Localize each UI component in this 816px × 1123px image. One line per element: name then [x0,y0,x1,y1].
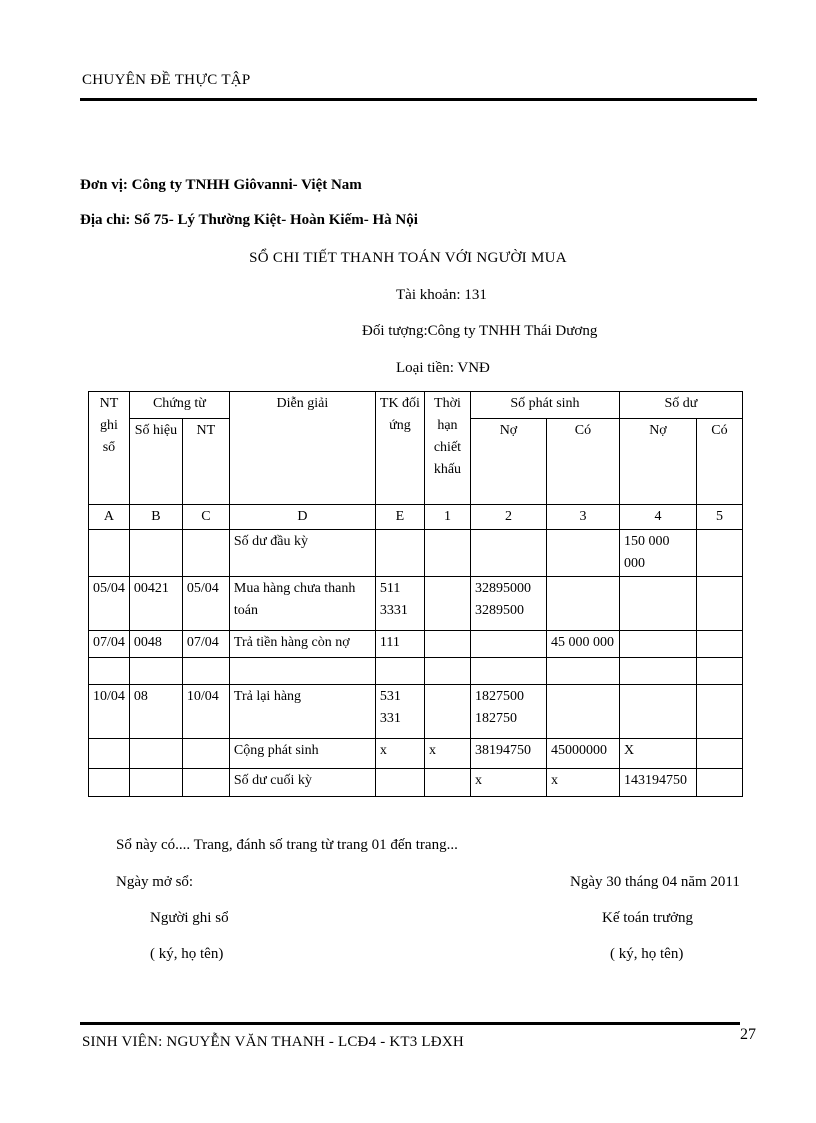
counterparty-label: Đối tượng:Công ty TNHH Thái Dương [362,323,598,339]
code-cell: 5 [696,505,742,530]
cell-thoi-han [424,769,470,797]
cell-tk-doi-ung [375,577,424,631]
cell-du-co [696,769,742,797]
header-ung-line: ứng [389,418,411,433]
document-title: SỔ CHI TIẾT THANH TOÁN VỚI NGƯỜI MUA [249,250,567,266]
table-row [89,530,743,577]
cell-ps-no-line [475,659,542,681]
chief-accountant-label: Kế toán trưởng [602,910,694,926]
cell-dien-giai: Mua hàng chưa thanh toán [229,577,375,631]
cell-so-hieu [129,658,182,685]
header-thoi-han [424,392,470,505]
company-address: Địa chỉ: Số 75- Lý Thường Kiệt- Hoàn Kiếm- Hà Nội [80,212,418,228]
student-footer: SINH VIÊN: NGUYỄN VĂN THANH - LCĐ4 - KT3 LĐXH [82,1034,464,1050]
cell-dien-giai: Số dư đầu kỳ [229,530,375,577]
cell-so-hieu: 00421 [129,577,182,631]
table-row [89,685,743,739]
cell-thoi-han [424,631,470,658]
header-han-line: hạn [437,418,458,433]
header-tk-line: TK đối [379,396,420,411]
cell-thoi-han [424,530,470,577]
cell-nt-ghi-so: 07/04 [89,631,130,658]
cell-thoi-han [424,577,470,631]
cell-ps-no [470,769,546,797]
cell-ps-co [546,530,619,577]
header-so-hieu: Số hiệu [129,419,182,505]
cell-du-co [696,631,742,658]
cell-du-no: 143194750 [619,769,696,797]
cell-nt-ghi-so [89,530,130,577]
footer-rule [80,1022,740,1025]
cell-du-no [619,631,696,658]
cell-tk-doi-ung-line: 531 [379,689,401,704]
cell-ps-no-line: 182750 [474,711,517,726]
signing-date: Ngày 30 tháng 04 năm 2011 [570,874,740,890]
recorder-sign-note: ( ký, họ tên) [150,946,224,962]
ledger-table [88,391,743,797]
currency-label: Loại tiền: VNĐ [396,360,490,376]
header-dien-giai: Diễn giải [229,392,375,505]
table-row [89,739,743,769]
header-thoi-line: Thời [434,396,461,411]
header-khau-line: khấu [433,462,462,477]
cell-tk-doi-ung [375,658,424,685]
cell-ps-no [470,739,546,769]
cell-du-no: X [619,739,696,769]
cell-du-no: 150 000 000 [619,530,696,577]
cell-ps-co: 45000000 [546,739,619,769]
code-cell: 4 [619,505,696,530]
cell-nt [182,739,229,769]
cell-du-no [619,577,696,631]
code-cell: A [89,505,130,530]
code-cell: 3 [546,505,619,530]
cell-du-co [696,685,742,739]
cell-nt-ghi-so [89,769,130,797]
cell-du-co [696,739,742,769]
cell-ps-no [470,631,546,658]
cell-du-no [619,658,696,685]
cell-ps-no-line [475,531,542,553]
cell-ps-co: 45 000 000 [546,631,619,658]
cell-du-co [696,530,742,577]
header-du-co: Có [696,419,742,505]
header-so-line: sổ [102,440,116,455]
cell-so-hieu: 08 [129,685,182,739]
cell-tk-doi-ung [375,530,424,577]
cell-tk-doi-ung-line [380,531,420,553]
cell-ps-no-line: 32895000 [474,581,531,596]
header-ps-no: Nợ [470,419,546,505]
cell-tk-doi-ung-line [380,659,420,681]
cell-tk-doi-ung-line: 3331 [379,603,408,618]
cell-dien-giai: Trả tiền hàng còn nợ [229,631,375,658]
cell-thoi-han [424,685,470,739]
header-chiet-line: chiết [433,440,462,455]
header-so-du: Số dư [619,392,742,419]
code-cell: B [129,505,182,530]
recorder-label: Người ghi sổ [150,910,229,926]
cell-tk-doi-ung-line: 331 [379,711,401,726]
company-unit: Đơn vị: Công ty TNHH Giôvanni- Việt Nam [80,177,362,193]
column-code-row [89,505,743,530]
table-row [89,658,743,685]
cell-so-hieu [129,739,182,769]
header-nt-line: NT [99,396,119,411]
cell-tk-doi-ung-line [380,770,420,792]
cell-dien-giai: Số dư cuối kỳ [229,769,375,797]
cell-ps-no [470,658,546,685]
cell-du-co [696,658,742,685]
header-chung-tu: Chứng từ [129,392,229,419]
header-tk-doi-ung [375,392,424,505]
code-cell: 2 [470,505,546,530]
account-label: Tài khoản: 131 [396,287,487,303]
cell-nt-ghi-so [89,739,130,769]
header-du-no: Nợ [619,419,696,505]
cell-thoi-han [424,658,470,685]
cell-ps-no-line: 38194750 [474,743,531,758]
cell-ps-co: x [546,769,619,797]
cell-nt [182,658,229,685]
cell-tk-doi-ung-line: x [379,743,387,758]
page-header-title: CHUYÊN ĐỀ THỰC TẬP [82,72,251,88]
cell-ps-co [546,658,619,685]
header-row-1 [89,392,743,419]
table-row [89,577,743,631]
header-nt: NT [182,419,229,505]
header-nt-ghi-so [89,392,130,505]
cell-dien-giai [229,658,375,685]
ledger-body [89,392,743,797]
cell-ps-co [546,685,619,739]
cell-tk-doi-ung [375,739,424,769]
cell-dien-giai: Trả lại hàng [229,685,375,739]
cell-thoi-han: x [424,739,470,769]
pages-note: Sổ này có.... Trang, đánh số trang từ trang 01 đến trang... [116,837,458,853]
cell-nt-ghi-so: 10/04 [89,685,130,739]
page-number: 27 [740,1026,756,1043]
cell-du-no [619,685,696,739]
cell-so-hieu [129,530,182,577]
chief-accountant-sign-note: ( ký, họ tên) [610,946,684,962]
cell-dien-giai: Cộng phát sinh [229,739,375,769]
cell-tk-doi-ung [375,685,424,739]
cell-nt [182,769,229,797]
cell-so-hieu [129,769,182,797]
header-ps-co: Có [546,419,619,505]
cell-nt-ghi-so [89,658,130,685]
cell-tk-doi-ung [375,769,424,797]
cell-ps-no-line: 1827500 [474,689,524,704]
cell-nt: 07/04 [182,631,229,658]
cell-nt [182,530,229,577]
cell-nt: 10/04 [182,685,229,739]
cell-ps-no [470,577,546,631]
cell-du-co [696,577,742,631]
cell-ps-no [470,530,546,577]
code-cell: D [229,505,375,530]
table-row [89,769,743,797]
code-cell: 1 [424,505,470,530]
code-cell: E [375,505,424,530]
cell-nt: 05/04 [182,577,229,631]
header-ghi-line: ghi [100,418,118,433]
cell-tk-doi-ung-line: 111 [379,635,400,650]
cell-ps-co [546,577,619,631]
header-rule [80,98,757,101]
header-so-phat-sinh: Số phát sinh [470,392,619,419]
table-row [89,631,743,658]
cell-ps-no-line: x [474,773,482,788]
cell-tk-doi-ung [375,631,424,658]
cell-tk-doi-ung-line: 511 [379,581,401,596]
cell-so-hieu: 0048 [129,631,182,658]
opening-date-label: Ngày mở sổ: [116,874,194,890]
cell-ps-no-line [475,632,542,654]
code-cell: C [182,505,229,530]
cell-nt-ghi-so: 05/04 [89,577,130,631]
cell-ps-no [470,685,546,739]
cell-ps-no-line: 3289500 [474,603,524,618]
